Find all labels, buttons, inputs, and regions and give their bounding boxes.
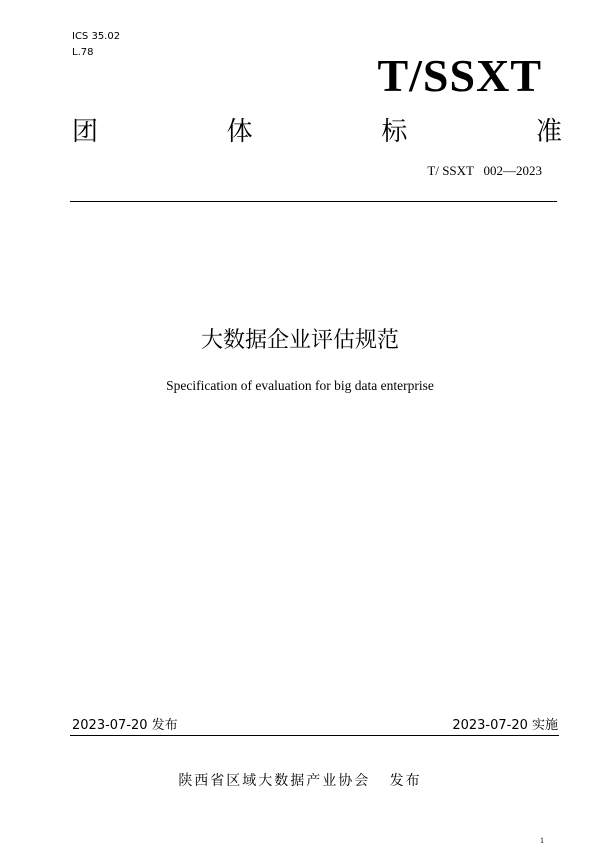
standard-number: T/ SSXT 002—2023: [427, 163, 542, 178]
standard-type-char-1: 团: [72, 117, 99, 147]
standard-type: [72, 114, 562, 150]
implement-date: 2023-07-20 实施: [452, 718, 558, 733]
standard-type-char-2: 体: [226, 117, 253, 147]
association-code: T/SSXT: [377, 50, 542, 101]
standard-type-char-4: 准: [535, 117, 562, 147]
ics-code: ICS 35.02: [72, 31, 121, 42]
standard-type-char-3: 标: [381, 117, 408, 147]
publisher-action: 发布: [389, 773, 422, 789]
document-title-chinese: 大数据企业评估规范: [200, 328, 399, 353]
header-divider: [70, 201, 557, 202]
publisher-line: [0, 771, 600, 791]
ccs-code: L.78: [72, 47, 94, 58]
publish-date: 2023-07-20 发布: [72, 718, 178, 733]
publisher-name: 陕西省区域大数据产业协会: [178, 773, 371, 789]
document-title-english: Specification of evaluation for big data enterprise: [166, 378, 434, 393]
page-number: 1: [540, 836, 544, 845]
footer-divider: [70, 735, 559, 736]
classification-codes: [72, 30, 120, 62]
